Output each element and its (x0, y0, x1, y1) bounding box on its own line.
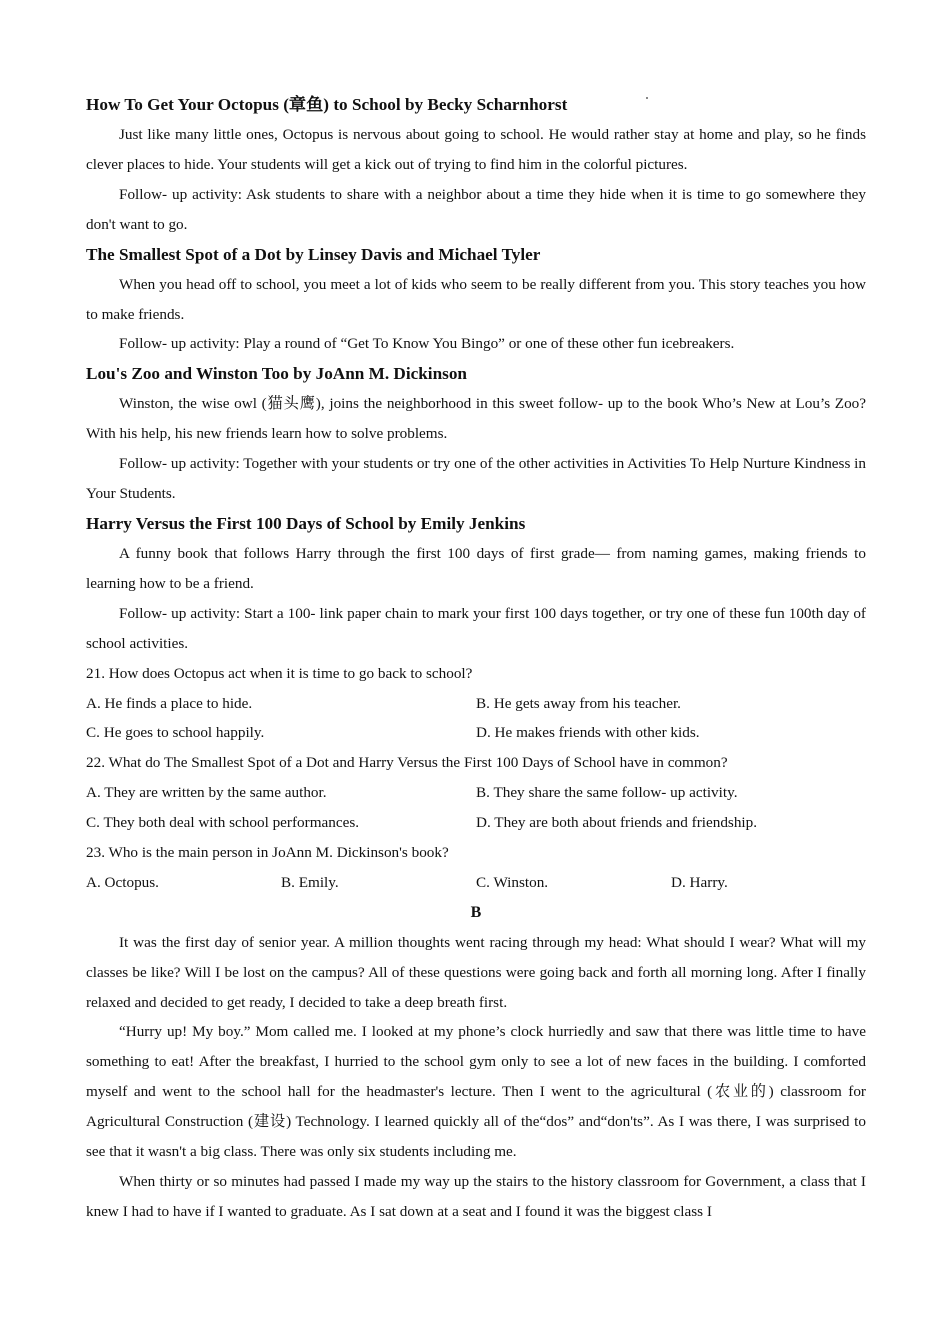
option-c: C. Winston. (476, 873, 549, 891)
option-b: B. Emily. (281, 873, 339, 891)
book-entry (86, 509, 866, 659)
question-stem: 22. What do The Smallest Spot of a Dot and Harry Versus the First 100 Days of School have in common? (86, 754, 728, 772)
book-entry (86, 90, 866, 240)
question-23 (86, 838, 866, 898)
book-title: Lou's Zoo and Winston Too by JoAnn M. Dickinson (86, 364, 467, 384)
exam-page (86, 90, 866, 1227)
book-description: Winston, the wise owl (猫头鹰), joins the neighborhood in this sweet follow- up to the book Who’s New at Lou’s Zoo? With his help, his new friends learn how to solve problems. (86, 395, 866, 443)
options-row (86, 689, 866, 719)
question-stem: 23. Who is the main person in JoAnn M. Dickinson's book? (86, 844, 449, 862)
option-b: B. They share the same follow- up activity. (476, 784, 738, 802)
book-title: The Smallest Spot of a Dot by Linsey Davis and Michael Tyler (86, 244, 541, 264)
book-entry (86, 240, 866, 360)
question-22 (86, 748, 866, 838)
options-row (86, 778, 866, 808)
options-row (86, 718, 866, 748)
book-activity: Follow- up activity: Play a round of “Get To Know You Bingo” or one of these other fun icebreakers. (119, 335, 735, 353)
option-a: A. Octopus. (86, 873, 159, 891)
book-activity: Follow- up activity: Start a 100- link paper chain to mark your first 100 days together, or try one of these fun 100th day of school activities. (86, 604, 866, 652)
question-21 (86, 659, 866, 749)
section-heading: B (470, 903, 482, 921)
passage-paragraph: It was the first day of senior year. A million thoughts went racing through my head: What should I wear? What will my classes be like? Will I be lost on the campus? All of these questions were going back and forth all morning long. After I finally relaxed and decided to get ready, I decided to take a deep breath first. (86, 933, 866, 1011)
option-c: C. He goes to school happily. (86, 724, 265, 742)
passage-paragraph: When thirty or so minutes had passed I made my way up the stairs to the history classroom for Government, a class that I knew I had to have if I wanted to graduate. As I sat down at a seat and I found it was the biggest class I (86, 1173, 866, 1220)
book-activity: Follow- up activity: Together with your students or try one of the other activities in Activities To Help Nurture Kindness in Your Students. (86, 455, 866, 503)
option-d: D. Harry. (671, 873, 728, 891)
book-description: A funny book that follows Harry through the first 100 days of first grade— from naming games, making friends to learning how to be a friend. (86, 544, 866, 592)
book-description: Just like many little ones, Octopus is nervous about going to school. He would rather stay at home and play, so he finds clever places to hide. Your students will get a kick out of trying to find him in the colorful pictures. (86, 126, 866, 173)
options-row (86, 868, 866, 898)
option-d: D. He makes friends with other kids. (476, 724, 700, 742)
book-title: How To Get Your Octopus (章鱼) to School by Becky Scharnhorst (86, 95, 568, 114)
question-stem: 21. How does Octopus act when it is time to go back to school? (86, 664, 473, 682)
option-d: D. They are both about friends and friendship. (476, 814, 758, 832)
options-row (86, 808, 866, 838)
book-entry (86, 359, 866, 509)
passage-paragraph: “Hurry up! My boy.” Mom called me. I looked at my phone’s clock hurriedly and saw that there was little time to have something to eat! After the breakfast, I hurried to the school gym only to see a lot of new faces in the building. I comforted myself and went to the school hall for the headmaster's lecture. Then I went to the agricultural (农业的) classroom for Agricultural Construction (建设) Technology. I learned quickly all of the“dos” and“don'ts”. As I was there, I was surprised to see that it wasn't a big class. There was only six students including me. (86, 1023, 866, 1161)
option-a: A. He finds a place to hide. (86, 694, 253, 712)
book-description: When you head off to school, you meet a lot of kids who seem to be really different from you. This story teaches you how to make friends. (86, 275, 866, 323)
option-b: B. He gets away from his teacher. (476, 694, 681, 712)
option-c: C. They both deal with school performances. (86, 814, 360, 832)
book-activity: Follow- up activity: Ask students to share with a neighbor about a time they hide when it is time to go somewhere they don't want to go. (86, 185, 866, 233)
book-title: Harry Versus the First 100 Days of School by Emily Jenkins (86, 513, 526, 533)
option-a: A. They are written by the same author. (86, 784, 327, 802)
